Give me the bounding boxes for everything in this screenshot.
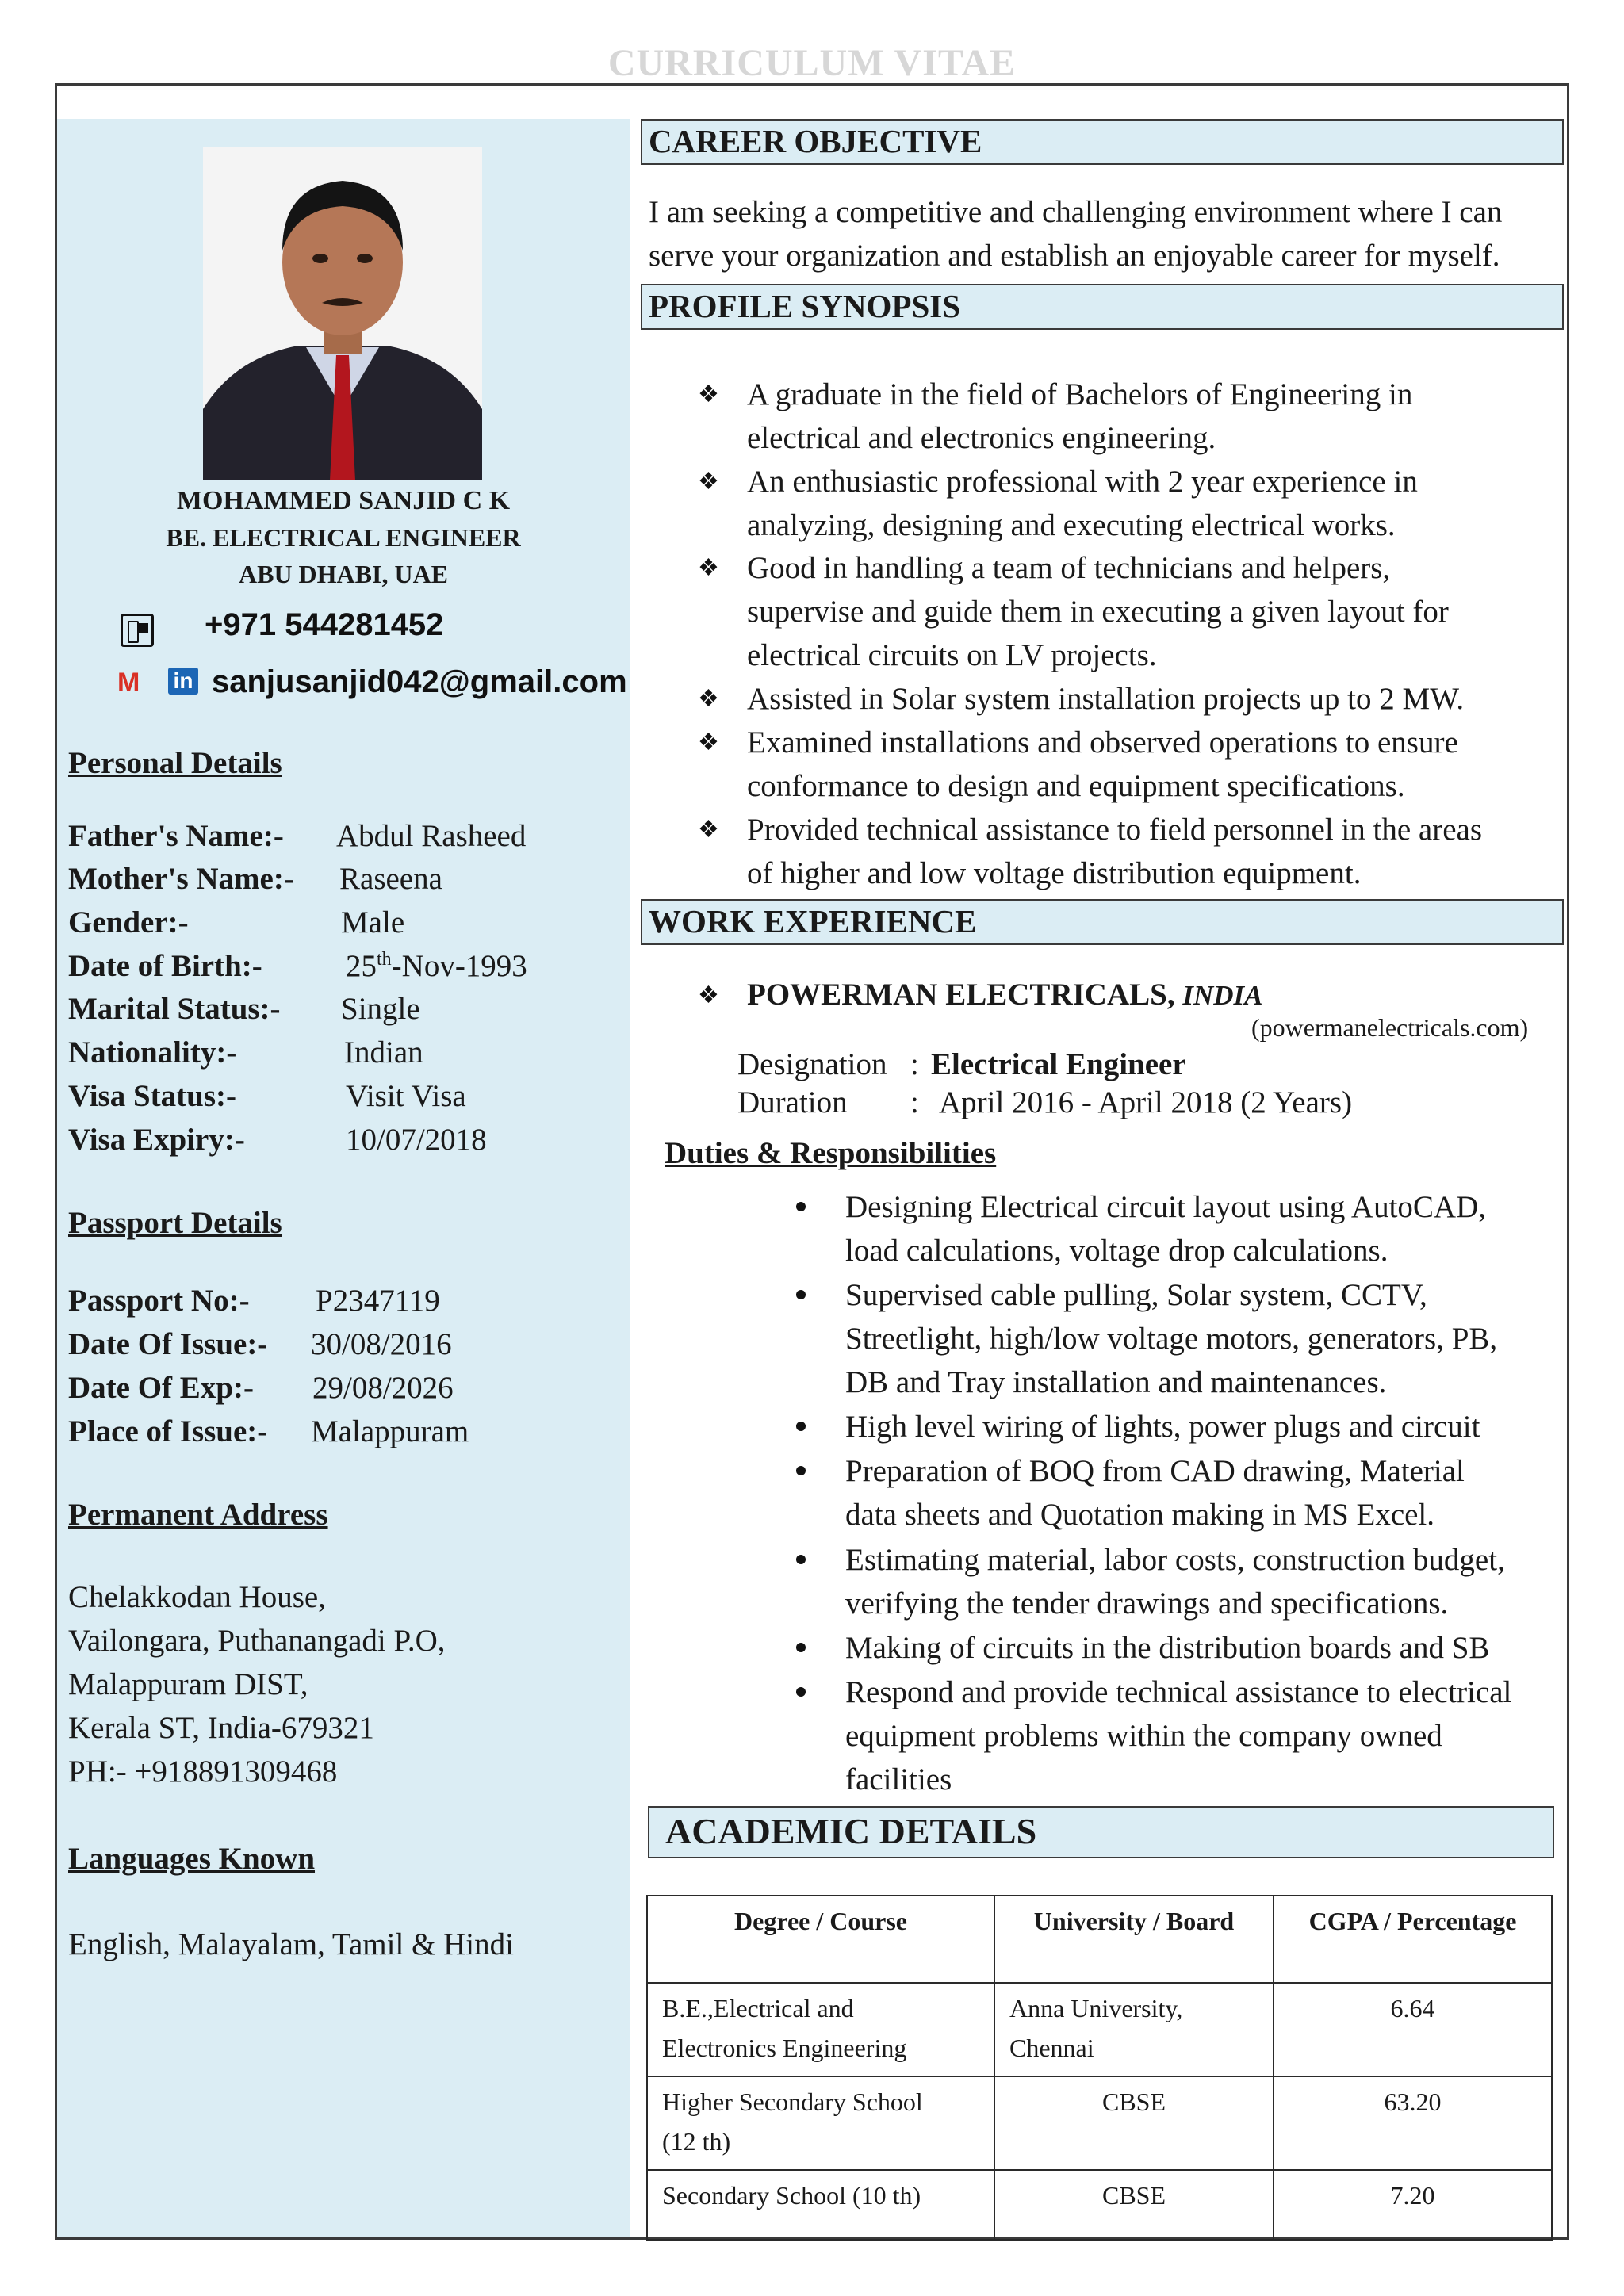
detail-value: 10/07/2018 [346,1123,487,1157]
duty-line: Streetlight, high/low voltage motors, generators, PB, [845,1322,1498,1356]
bullet-dot [796,1202,806,1211]
diamond-bullet-icon: ❖ [698,555,719,581]
column-header-university: University / Board [994,1896,1274,1983]
detail-key: Nationality:- [68,1035,237,1070]
duration-separator: : [910,1085,919,1119]
bullet-dot [796,1687,806,1697]
address-line: PH:- +918891309468 [68,1755,338,1789]
duration-value: April 2016 - April 2018 (2 Years) [939,1085,1353,1119]
synopsis-line: analyzing, designing and executing electrical works. [747,508,1396,542]
detail-value: Indian [344,1035,423,1070]
diamond-bullet-icon: ❖ [698,729,719,756]
bullet-dot [796,1555,806,1564]
work-experience-heading: WORK EXPERIENCE [641,899,1564,945]
duty-line: equipment problems within the company owned [845,1719,1442,1753]
company-country: INDIA [1182,980,1263,1011]
address-line: Kerala ST, India-679321 [68,1711,374,1745]
duty-line: Designing Electrical circuit layout using AutoCAD, [845,1190,1487,1224]
detail-key: Place of Issue:- [68,1414,268,1448]
score-cell: 63.20 [1274,2076,1552,2170]
candidate-name: MOHAMMED SANJID C K [176,486,511,515]
duty-line: verifying the tender drawings and specifications. [845,1586,1449,1621]
diamond-bullet-icon: ❖ [698,982,719,1008]
languages-heading: Languages Known [68,1842,316,1876]
synopsis-line: supervise and guide them in executing a given layout for [747,595,1449,629]
address-line: Malappuram DIST, [68,1667,308,1701]
table-row [647,2076,1552,2170]
table-row [647,1983,1552,2076]
table-header-row [647,1896,1552,1983]
career-objective-line: serve your organization and establish an enjoyable career for myself. [649,239,1500,273]
academic-table [646,1895,1553,2241]
phone-icon [121,614,154,647]
university-cell: CBSE [994,2076,1274,2170]
duration-label: Duration [737,1085,848,1119]
duty-line: facilities [845,1762,952,1797]
bullet-dot [796,1466,806,1475]
bullet-dot [796,1290,806,1299]
bullet-dot [796,1643,806,1652]
gmail-icon: M [117,668,140,698]
synopsis-line: Provided technical assistance to field personnel in the areas [747,813,1483,847]
detail-key: Visa Status:- [68,1079,236,1113]
candidate-location: ABU DHABI, UAE [238,560,449,588]
detail-value: Malappuram [311,1414,469,1448]
degree-cell: B.E.,Electrical and Electronics Engineering [647,1983,994,2076]
detail-value: Single [341,992,420,1026]
linkedin-icon: in [168,668,198,695]
email-address[interactable]: sanjusanjid042@gmail.com [212,664,627,699]
table-row [647,2170,1552,2240]
duty-line: Making of circuits in the distribution boards and SB [845,1631,1490,1665]
languages-text: English, Malayalam, Tamil & Hindi [68,1927,514,1961]
document-title: CURRICULUM VITAE [607,42,1017,84]
academic-details-heading: ACADEMIC DETAILS [648,1806,1554,1858]
profile-synopsis-heading: PROFILE SYNOPSIS [641,284,1564,330]
detail-value: P2347119 [316,1284,440,1318]
personal-details-heading: Personal Details [68,746,282,780]
detail-value: Raseena [339,862,442,896]
column-header-degree: Degree / Course [647,1896,994,1983]
synopsis-line: An enthusiastic professional with 2 year experience in [747,465,1418,499]
diamond-bullet-icon: ❖ [698,817,719,843]
profile-photo [203,147,482,480]
detail-key: Visa Expiry:- [68,1123,245,1157]
degree-cell: Secondary School (10 th) [647,2170,994,2240]
synopsis-line: Assisted in Solar system installation projects up to 2 MW. [747,682,1465,716]
synopsis-line: electrical circuits on LV projects. [747,638,1157,672]
detail-key: Gender:- [68,905,189,939]
synopsis-line: conformance to design and equipment specifications. [747,769,1405,803]
diamond-bullet-icon: ❖ [698,381,719,408]
detail-value: 29/08/2026 [312,1371,454,1405]
duty-line: Preparation of BOQ from CAD drawing, Material [845,1454,1465,1488]
career-objective-heading: CAREER OBJECTIVE [641,119,1564,165]
company-name: POWERMAN ELECTRICALS, INDIA [747,978,1263,1012]
candidate-title: BE. ELECTRICAL ENGINEER [166,523,521,552]
detail-value: 30/08/2016 [311,1327,452,1361]
detail-value: 25th-Nov-1993 [346,949,527,983]
detail-key: Mother's Name:- [68,862,294,896]
duty-line: Estimating material, labor costs, construction budget, [845,1543,1505,1577]
synopsis-line: Good in handling a team of technicians and helpers, [747,551,1391,585]
detail-key: Date Of Exp:- [68,1371,254,1405]
duty-line: data sheets and Quotation making in MS Excel. [845,1498,1435,1532]
profile-photo-illustration [203,147,482,480]
detail-value: Abdul Rasheed [336,819,527,853]
duty-line: Supervised cable pulling, Solar system, CCTV, [845,1278,1427,1312]
degree-cell: Higher Secondary School (12 th) [647,2076,994,2170]
career-objective-line: I am seeking a competitive and challenging environment where I can [649,195,1503,229]
synopsis-line: A graduate in the field of Bachelors of Engineering in [747,377,1413,411]
phone-number: +971 544281452 [205,607,444,642]
diamond-bullet-icon: ❖ [698,686,719,712]
permanent-address-heading: Permanent Address [68,1498,328,1532]
passport-details-heading: Passport Details [68,1206,282,1240]
detail-key: Father's Name:- [68,819,284,853]
designation-label: Designation [737,1047,887,1081]
detail-key: Marital Status:- [68,992,281,1026]
detail-key: Date of Birth:- [68,949,262,983]
duty-line: DB and Tray installation and maintenances. [845,1365,1387,1399]
column-header-cgpa: CGPA / Percentage [1274,1896,1552,1983]
synopsis-line: electrical and electronics engineering. [747,421,1216,455]
address-line: Vailongara, Puthanangadi P.O, [68,1624,446,1658]
detail-value: Visit Visa [346,1079,466,1113]
bullet-dot [796,1422,806,1431]
duties-heading: Duties & Responsibilities [665,1136,997,1170]
duty-line: load calculations, voltage drop calculations. [845,1234,1388,1268]
university-cell: Anna University, Chennai [994,1983,1274,2076]
score-cell: 6.64 [1274,1983,1552,2076]
detail-key: Date Of Issue:- [68,1327,268,1361]
detail-value: Male [341,905,405,939]
duty-line: High level wiring of lights, power plugs and circuit [845,1410,1480,1444]
designation-value: Electrical Engineer [931,1047,1186,1081]
detail-key: Passport No:- [68,1284,250,1318]
company-website[interactable]: (powermanelectricals.com) [1251,1013,1529,1042]
synopsis-line: of higher and low voltage distribution equipment. [747,856,1362,890]
designation-separator: : [910,1047,919,1081]
diamond-bullet-icon: ❖ [698,469,719,495]
synopsis-line: Examined installations and observed operations to ensure [747,725,1458,760]
address-line: Chelakkodan House, [68,1580,326,1614]
duty-line: Respond and provide technical assistance to electrical [845,1675,1512,1709]
score-cell: 7.20 [1274,2170,1552,2240]
university-cell: CBSE [994,2170,1274,2240]
